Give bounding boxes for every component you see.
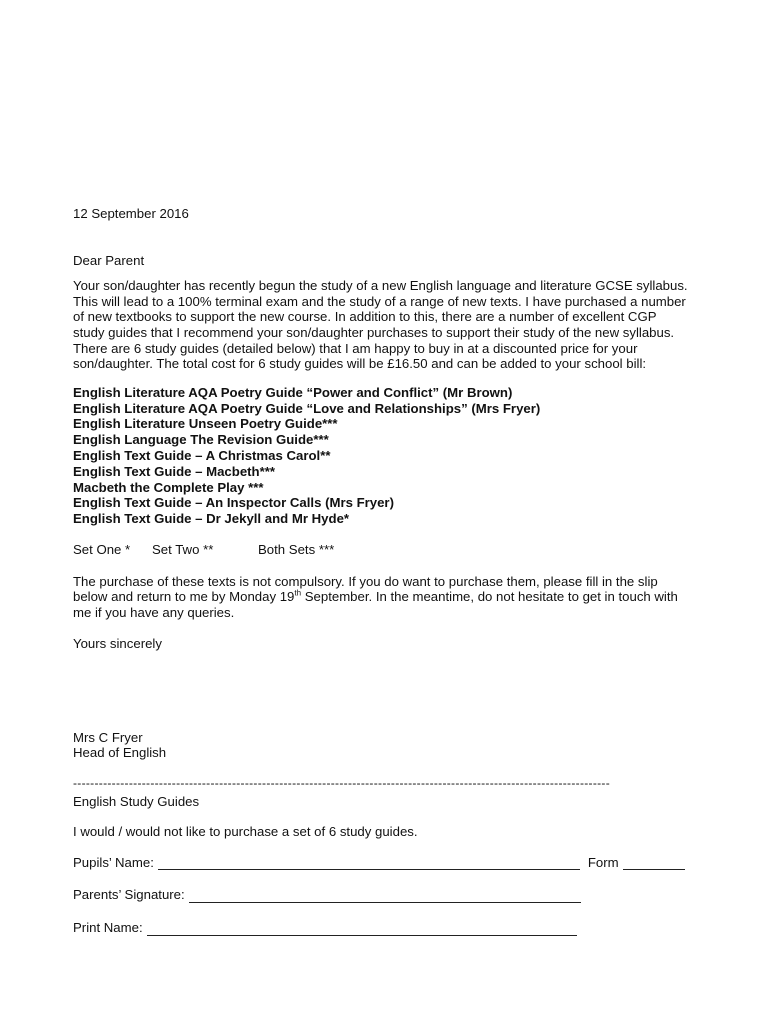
print-name-field[interactable] — [147, 922, 577, 936]
study-guide-item: English Text Guide – Dr Jekyll and Mr Hyde* — [73, 511, 350, 527]
intro-line: study guides that I recommend your son/daughter purchases to support their study of the new syllabus. — [73, 324, 675, 340]
study-guide-item: Macbeth the Complete Play *** — [73, 479, 264, 495]
study-guide-item: English Text Guide – Macbeth*** — [73, 463, 276, 479]
form-label: Form — [587, 854, 619, 870]
signoff — [73, 730, 713, 761]
pupil-name-label: Pupils’ Name: — [73, 854, 154, 870]
purchase-text: September. In the meantime, do not hesitate to get in touch with — [301, 589, 678, 605]
intro-line: of new textbooks to support the new course. In addition to this, there are a number of excellent CGP — [73, 309, 657, 325]
intro-line: son/daughter. The total cost for 6 study guides will be £16.50 and can be added to your school bill: — [73, 356, 647, 372]
letter-page — [73, 206, 713, 936]
intro-line: There are 6 study guides (detailed below) that I am happy to buy in at a discounted price for your — [73, 340, 638, 356]
purchase-line — [73, 589, 713, 605]
purchase-text: below and return to me by Monday 19 — [73, 589, 295, 605]
set-one-label: Set One * — [73, 541, 131, 557]
print-name-row — [73, 920, 713, 936]
study-guide-item: English Language The Revision Guide*** — [73, 432, 329, 448]
parent-signature-label: Parents’ Signature: — [73, 887, 185, 903]
set-two-label: Set Two ** — [152, 541, 214, 557]
signer-title: Head of English — [73, 745, 167, 761]
print-name-label: Print Name: — [73, 920, 143, 936]
intro-line: This will lead to a 100% terminal exam and the study of a range of new texts. I have purchased a number — [73, 293, 686, 309]
pupil-name-field[interactable] — [158, 856, 580, 870]
slip-title: English Study Guides — [73, 793, 200, 809]
set-legend — [73, 542, 713, 558]
purchase-line: The purchase of these texts is not compulsory. If you do want to purchase them, please fill in the slip — [73, 573, 658, 589]
salutation: Dear Parent — [73, 252, 145, 268]
intro-line: Your son/daughter has recently begun the study of a new English language and literature GCSE syllabus. — [73, 278, 688, 294]
form-field[interactable] — [623, 856, 685, 870]
study-guide-item: English Literature Unseen Poetry Guide*** — [73, 416, 338, 432]
parent-signature-field[interactable] — [189, 889, 581, 903]
parent-signature-row — [73, 887, 713, 903]
purchase-paragraph — [73, 574, 713, 621]
study-guide-list — [73, 385, 713, 527]
study-guide-item: English Text Guide – An Inspector Calls (Mrs Fryer) — [73, 495, 394, 511]
intro-paragraph — [73, 278, 713, 372]
purchase-choice: I would / would not like to purchase a set of 6 study guides. — [73, 824, 418, 840]
ordinal-suffix: th — [294, 588, 302, 598]
study-guide-item: English Literature AQA Poetry Guide “Power and Conflict” (Mr Brown) — [73, 384, 513, 400]
study-guide-item: English Literature AQA Poetry Guide “Love and Relationships” (Mrs Fryer) — [73, 400, 541, 416]
study-guide-item: English Text Guide – A Christmas Carol** — [73, 447, 331, 463]
letter-date: 12 September 2016 — [73, 206, 189, 221]
pupil-name-row — [73, 855, 713, 871]
signer-name: Mrs C Fryer — [73, 729, 143, 745]
purchase-line: me if you have any queries. — [73, 604, 235, 620]
both-sets-label: Both Sets *** — [258, 541, 335, 557]
cut-line-divider: ----------------------------------------------------------------------------------------------------------------------------- — [73, 776, 611, 791]
closing: Yours sincerely — [73, 636, 162, 652]
